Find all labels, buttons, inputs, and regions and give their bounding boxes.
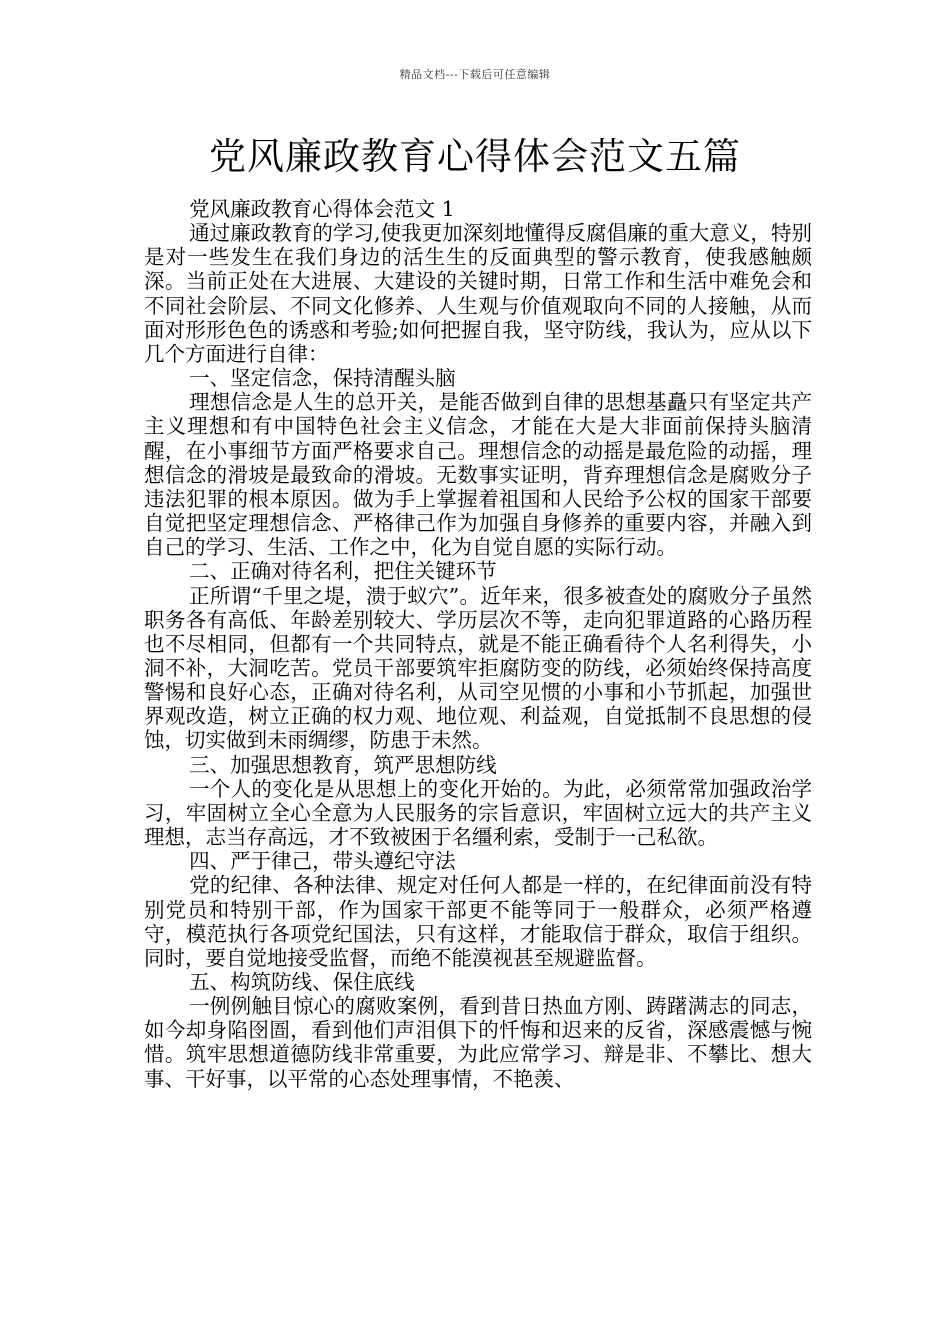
paragraph: 正所谓“千里之堤，溃于蚁穴”。近年来，很多被查处的腐败分子虽然职务各有高低、年龄差别较大、学历层次不等，走向犯罪道路的心路历程也不尽相同，但都有一个共同特点，就是不能正确看待个人名利得失，小洞不补，大洞吃苦。党员干部要筑牢拒腐防变的防线，必须始终保持高度警惕和良好心态，正确对待名利，从司空见惯的小事和小节抓起，加强世界观改造，树立正确的权力观、地位观、利益观，自觉抵制不良思想的侵蚀，切实做到未雨绸缪，防患于未然。 (144, 583, 812, 753)
section-heading: 二、正确对待名利，把住关键环节 (189, 559, 497, 584)
section-heading: 一、坚定信念，保持清醒头脑 (189, 366, 456, 391)
section-heading: 五、构筑防线、保住底线 (189, 970, 415, 994)
document-body (144, 197, 812, 1091)
paragraph: 通过廉政教育的学习,使我更加深刻地懂得反腐倡廉的重大意义，特别是对一些发生在我们身边的活生生的反面典型的警示教育，使我感触颇深。当前正处在大进展、大建设的关键时期，日常工作和生活中难免会和不同社会阶层、不同文化修养、人生观与价值观取向不同的人接触，从而面对形形色色的诱惑和考验;如何把握自我，坚守防线，我认为，应从以下几个方面进行自律： (144, 221, 812, 366)
paragraph: 党的纪律、各种法律、规定对任何人都是一样的，在纪律面前没有特别党员和特别干部，作为国家干部更不能等同于一般群众，必须严格遵守，模范执行各项党纪国法，只有这样，才能取信于群众，取信于组织。同时，要自觉地接受监督，而绝不能漠视甚至规避监督。 (144, 873, 812, 970)
paragraph: 一个人的变化是从思想上的变化开始的。为此，必须常常加强政治学习，牢固树立全心全意为人民服务的宗旨意识，牢固树立远大的共产主义理想，志当存高远，才不致被困于名缰利索，受制于一己私欲。 (144, 776, 812, 850)
paragraph-subtitle: 党风廉政教育心得体会范文 1 (189, 197, 455, 221)
section-heading: 四、严于律己，带头遵纪守法 (189, 849, 456, 874)
paragraph: 理想信念是人生的总开关，是能否做到自律的思想基矗只有坚定共产主义理想和有中国特色社会主义信念，才能在大是大非面前保持头脑清醒，在小事细节方面严格要求自己。理想信念的动摇是最危险的动摇，理想信念的滑坡是最致命的滑坡。无数事实证明，背弃理想信念是腐败分子违法犯罪的根本原因。做为手上掌握着祖国和人民给予公权的国家干部要自觉把坚定理想信念、严格律己作为加强自身修养的重要内容，并融入到自己的学习、生活、工作之中，化为自觉自愿的实际行动。 (144, 390, 812, 560)
header-note: 精品文档---下载后可任意编辑 (399, 68, 551, 81)
paragraph: 一例例触目惊心的腐败案例，看到昔日热血方刚、踌躇满志的同志，如今却身陷囹圄，看到他们声泪俱下的忏悔和迟来的反省，深感震憾与惋惜。筑牢思想道德防线非常重要，为此应常学习、辩是非、不攀比、想大事、干好事，以平常的心态处理事情，不艳羡、 (144, 994, 812, 1091)
section-heading: 三、加强思想教育，筑严思想防线 (189, 752, 497, 777)
document-title: 党风廉政教育心得体会范文五篇 (209, 135, 741, 178)
